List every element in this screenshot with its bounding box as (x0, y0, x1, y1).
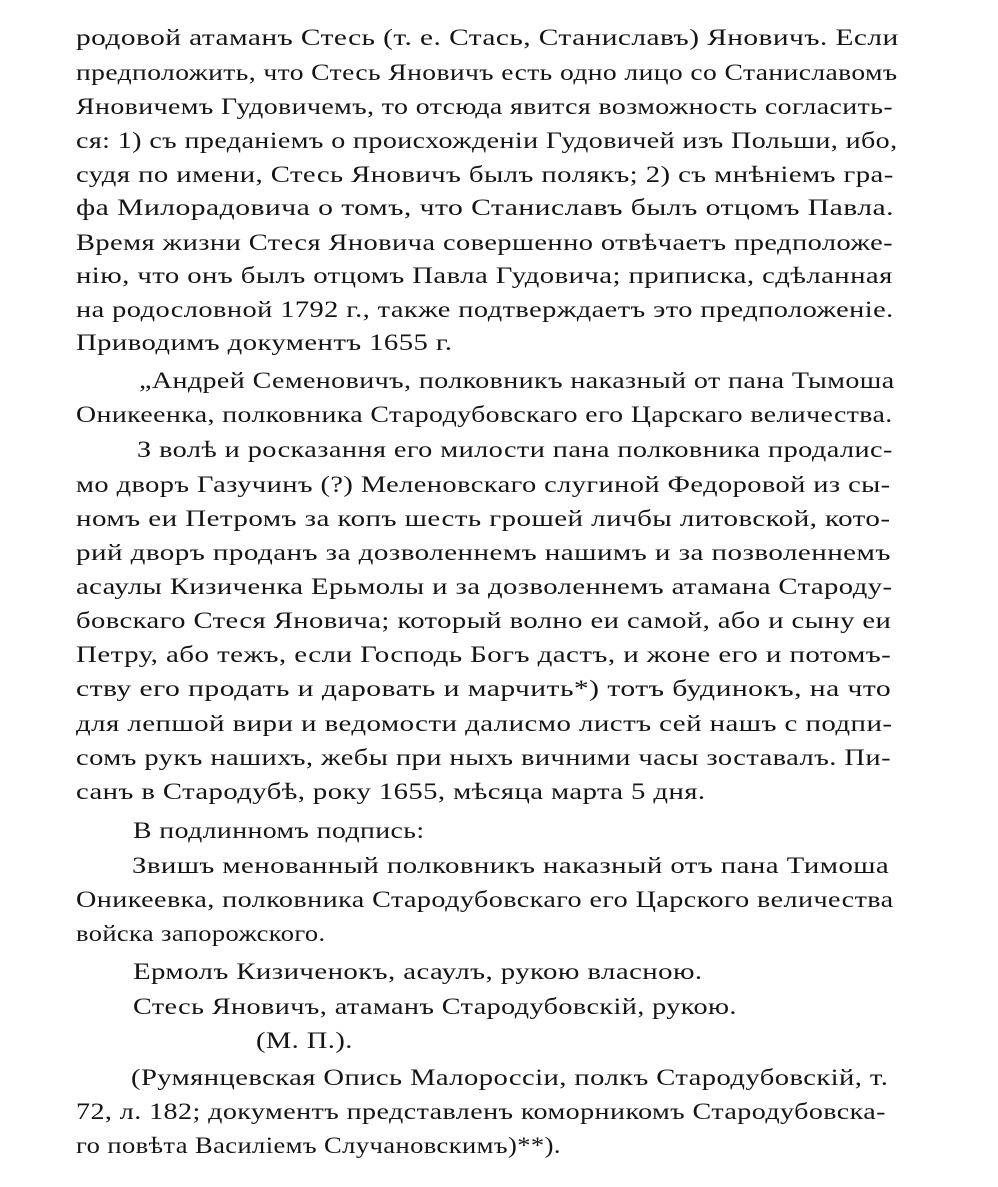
text-line-18: бовскаго Стеся Яновича; который волно еи самой, або и сыну еи (76, 608, 892, 634)
text-line-22: сомъ рукъ нашихъ, жебы при ныхъ вичними часы зоставалъ. Пи- (76, 745, 891, 771)
text-line-14: мо дворъ Газучинъ (?) Мелeновскаго слугиной Федоровой из сы- (76, 472, 891, 498)
text-line-3: Яновичемъ Гудовичемъ, то отсюда явится возможность согласить- (76, 94, 894, 120)
text-line-28: Ермолъ Кизиченокъ, асаулъ, рукою власною. (133, 959, 703, 985)
text-line-16: рий дворъ проданъ за дозволеннемъ нашимъ и за позволеннемъ (76, 540, 891, 566)
text-line-15: номъ еи Петромъ за копъ шесть грошей личбы литовской, кото- (76, 506, 891, 532)
text-line-33: го повѣта Василіемъ Случановскимъ)**). (76, 1133, 561, 1159)
text-line-26: Оникеевка, полковника Стародубовскаго его Царского величества (76, 887, 894, 913)
text-line-19: Петру, або тежъ, если Господь Богъ дастъ, и жоне его и потомъ- (76, 642, 892, 668)
text-line-7: Время жизни Стеся Яновича совершенно отвѣчаетъ предположе- (76, 230, 894, 256)
text-line-6: фа Милорадовича о томъ, что Станиславъ былъ отцомъ Павла. (76, 195, 895, 221)
text-line-10: Приводимъ документъ 1655 г. (76, 330, 453, 356)
text-line-21: для лепшой вири и ведомости далисмо листъ сей нашъ с подпи- (76, 711, 893, 737)
text-line-13: З волѣ и росказання его милости пана полковника продалис- (137, 437, 893, 463)
text-line-4: ся: 1) съ преданіемъ о происхожденіи Гудовичей изъ Польши, ибо, (76, 128, 898, 154)
text-line-27: войска запорожского. (76, 921, 326, 947)
text-line-1: родовой атаманъ Стесь (т. е. Стась, Станиславъ) Яновичъ. Если (76, 25, 899, 51)
text-line-29: Стесь Яновичъ, атаманъ Стародубовскій, рукою. (133, 994, 737, 1020)
text-line-32: 72, л. 182; документъ представленъ коморникомъ Стародубовска- (76, 1099, 886, 1125)
text-line-25: Звишъ менованный полковникъ наказный отъ пана Тимоша (132, 853, 890, 879)
text-line-8: нію, что онъ былъ отцомъ Павла Гудовича; приписка, сдѣланная (76, 263, 893, 289)
text-line-20: ству его продать и даровать и марчить*) тотъ будинокъ, на что (76, 676, 892, 702)
text-line-2: предположить, что Стесь Яновичъ есть одно лицо со Станиславомъ (76, 60, 898, 86)
text-line-17: асаулы Кизиченка Ерьмолы и за дозволеннемъ атамана Староду- (76, 574, 893, 600)
text-line-9: на родословной 1792 г., также подтверждаетъ это предположеніе. (76, 297, 894, 323)
text-line-23: санъ в Стародубѣ, року 1655, мѣсяца марта 5 дня. (76, 779, 706, 805)
text-line-30: (М. П.). (256, 1028, 353, 1054)
text-line-11: „Андрей Семеновичъ, полковникъ наказный от пана Тымоша (139, 368, 895, 394)
text-line-12: Оникеенка, полковника Стародубовскаго его Царскаго величества. (76, 402, 893, 428)
text-line-31: (Румянцевская Опись Малороссіи, полкъ Стародубовскій, т. (131, 1065, 889, 1091)
text-line-5: судя по имени, Стесь Яновичъ былъ полякъ; 2) съ мнѣніемъ гра- (76, 162, 894, 188)
text-line-24: В подлинномъ подпись: (133, 818, 425, 844)
